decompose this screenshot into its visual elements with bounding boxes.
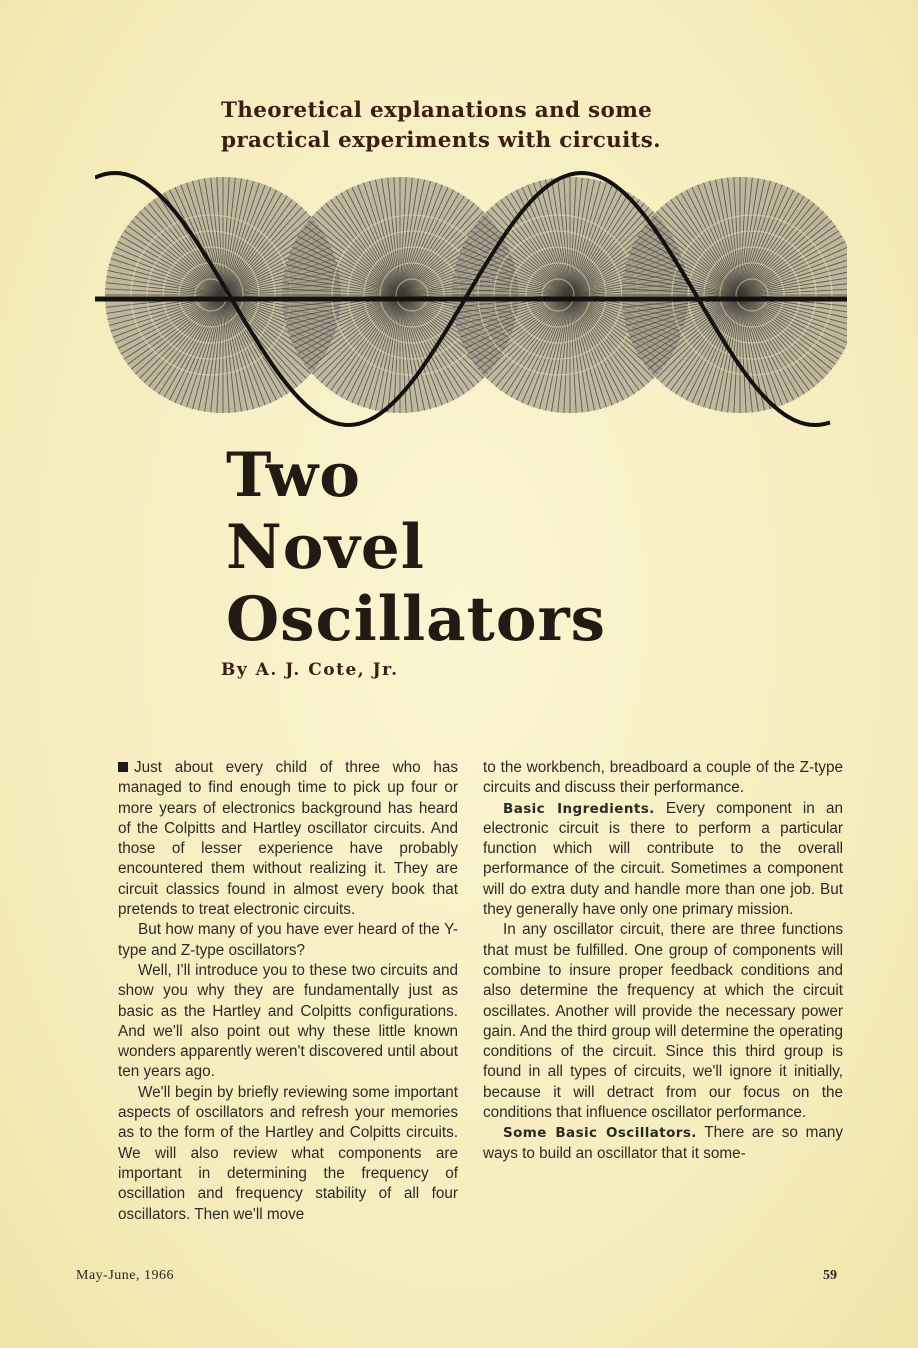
paragraph: But how many of you have ever heard of the Y-type and Z-type oscillators? — [118, 921, 458, 959]
paragraph-text: Every component in an electronic circuit is there to perform a particular function which will contribute to the overall performance of the circuit. Sometimes a component will do extra duty and handle more than one job. But they generally have only one primary mission. — [483, 799, 843, 919]
kicker-line-1: Theoretical explanations and some — [221, 98, 653, 123]
paragraph — [483, 1123, 843, 1164]
paragraph-text: There are so many ways to build an oscillator that it some- — [483, 1124, 843, 1162]
oscillator-illustration — [95, 165, 847, 444]
right-column — [483, 758, 843, 1164]
paragraph: Well, I'll introduce you to these two circuits and show you why they are fundamentally just as basic as the Hartley and Colpitts configurations. And we'll also point out why these little known wonders apparently weren't discovered until about ten years ago. — [118, 961, 458, 1081]
issue-date: May-June, 1966 — [76, 1268, 174, 1283]
paragraph: We'll begin by briefly reviewing some important aspects of oscillators and refresh your memories as to the form of the Hartley and Colpitts circuits. We will also review what components are important in determining the frequency of oscillation and frequency stability of all four oscillators. Then we'll move — [118, 1083, 458, 1223]
kicker-headline — [221, 96, 781, 156]
paragraph — [118, 758, 458, 920]
article-title — [226, 440, 606, 656]
section-heading: Some Basic Oscillators. — [503, 1125, 697, 1142]
title-line-3: Oscillators — [226, 584, 607, 655]
paragraph: In any oscillator circuit, there are three functions that must be fulfilled. One group of components will combine to insure proper feedback conditions and also determine the frequency at which the circuit oscillates. Another will provide the necessary power gain. And the third group will determine the operating conditions of the circuit. Since this third group is found in all types of circuits, we'll ignore it initially, because it will detract from our focus on the conditions that influence oscillator performance. — [483, 921, 843, 1122]
waveform-artwork — [95, 165, 847, 440]
section-heading: Basic Ingredients. — [503, 800, 655, 817]
paragraph: to the workbench, breadboard a couple of the Z-type circuits and discuss their performance. — [483, 759, 843, 797]
kicker-line-2: practical experiments with circuits. — [221, 128, 661, 153]
moire-disk — [622, 177, 847, 413]
title-line-1: Two — [226, 440, 361, 511]
paragraph-text: Just about every child of three who has managed to find enough time to pick up four or more years of electronics background has heard of the Colpitts and Hartley oscillator circuits. And those of lesser experience have probably encountered them without realizing it. They are circuit classics found in almost every book that pretends to treat electronic circuits. — [118, 759, 458, 919]
title-line-2: Novel — [226, 512, 425, 583]
square-bullet-icon — [118, 762, 128, 772]
paragraph — [483, 799, 843, 921]
left-column — [118, 758, 458, 1225]
author-byline: By A. J. Cote, Jr. — [221, 660, 399, 680]
page-number: 59 — [823, 1268, 837, 1283]
